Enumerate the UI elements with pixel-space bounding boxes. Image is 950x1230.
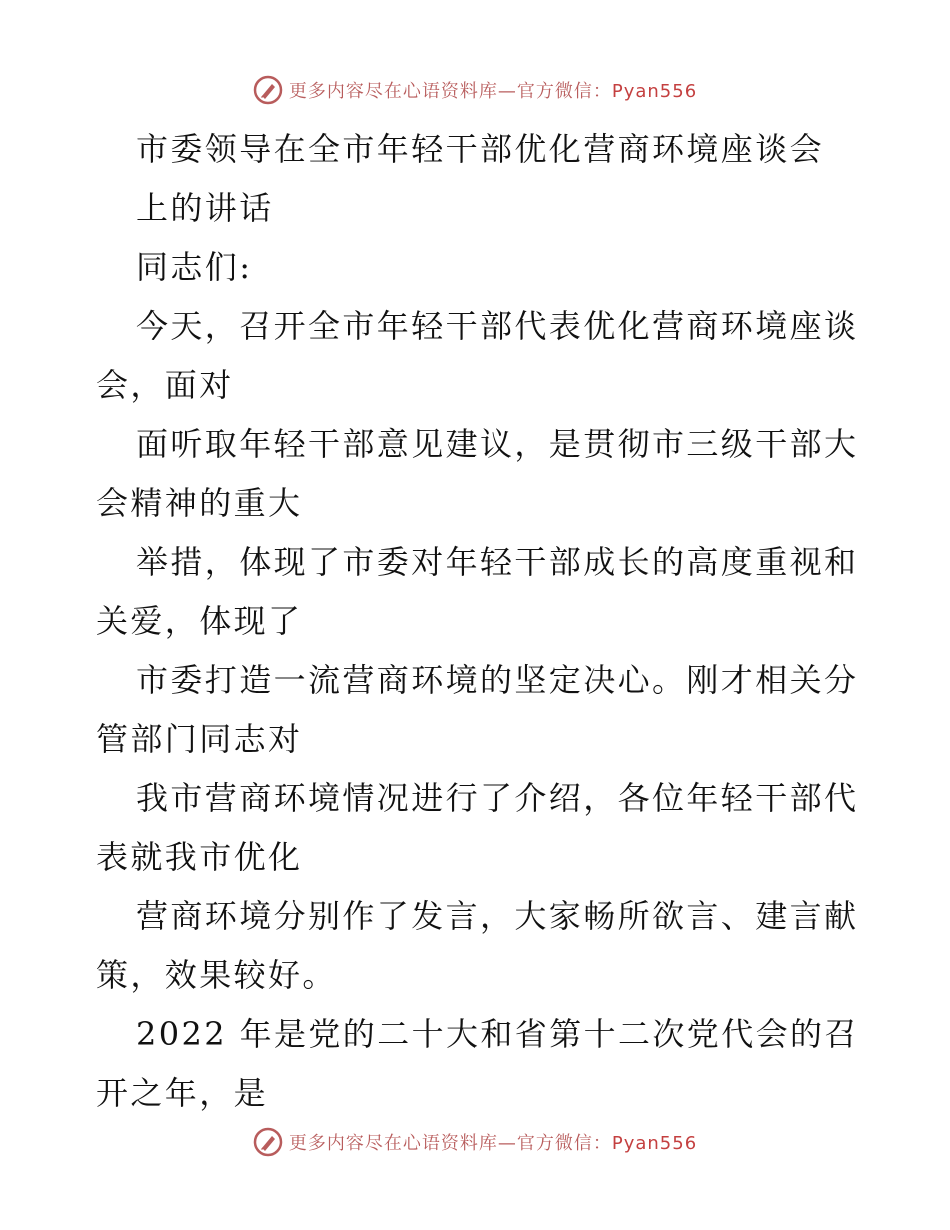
fountain-pen-logo-icon [253,1127,283,1157]
watermark-wechat-id: Pyan556 [611,1133,698,1154]
paragraph-line: 举措，体现了市委对年轻干部成长的高度重视和 [136,543,859,581]
watermark-text: 更多内容尽在心语资料库—官方微信：Pyan556 [288,1133,698,1154]
paragraph-line: 营商环境分别作了发言，大家畅所欲言、建言献 [136,897,859,935]
paragraph-line: 表就我市优化 [96,838,303,876]
fountain-pen-logo-icon [253,75,283,105]
paragraph-line: 2022 年是党的二十大和省第十二次党代会的召 [136,1015,859,1053]
watermark-text: 更多内容尽在心语资料库—官方微信：Pyan556 [288,81,698,102]
paragraph-line: 我市营商环境情况进行了介绍，各位年轻干部代 [136,779,859,817]
document-title-line: 上的讲话 [136,189,274,227]
header-watermark [0,70,950,110]
paragraph-line: 市委打造一流营商环境的坚定决心。刚才相关分 [136,661,859,699]
paragraph-line: 面听取年轻干部意见建议，是贯彻市三级干部大 [136,425,859,463]
paragraph-line: 同志们: [136,248,253,286]
paragraph-line: 开之年，是 [96,1074,269,1112]
document-body [96,120,859,1123]
paragraph-line: 今天，召开全市年轻干部代表优化营商环境座谈 [136,307,859,345]
paragraph-line: 会精神的重大 [96,484,303,522]
paragraph-line: 会，面对 [96,366,234,404]
paragraph-line: 管部门同志对 [96,720,303,758]
footer-watermark [0,1122,950,1162]
paragraph-line: 关爱，体现了 [96,602,303,640]
watermark-wechat-id: Pyan556 [611,81,698,102]
document-title-line: 市委领导在全市年轻干部优化营商环境座谈会 [136,130,825,168]
paragraph-line: 策，效果较好。 [96,956,337,994]
